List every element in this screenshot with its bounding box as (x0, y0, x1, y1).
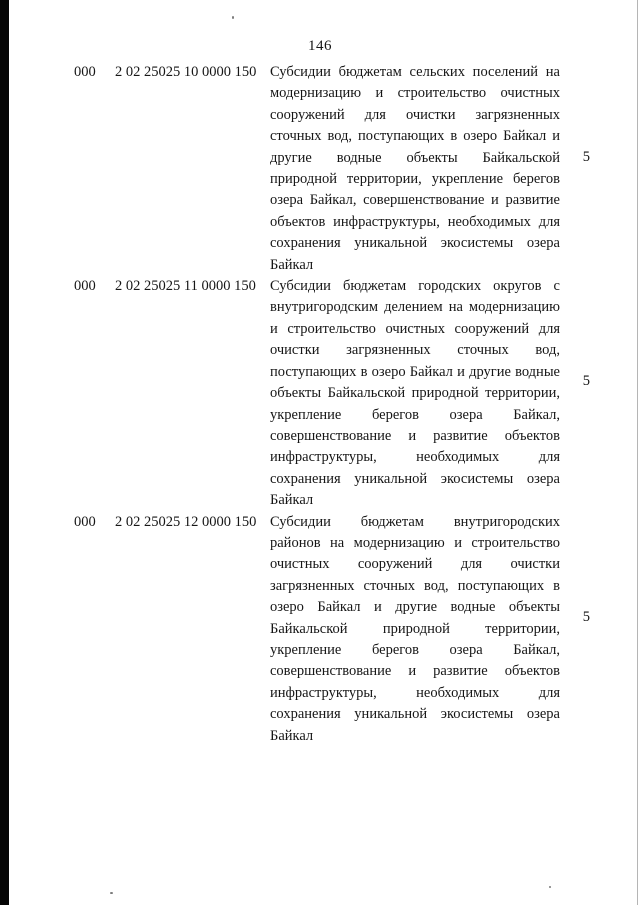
scan-artifact (232, 16, 234, 19)
budget-classification-table (74, 62, 590, 747)
admin-code: 000 (74, 64, 96, 80)
table-row (74, 276, 590, 511)
margin-note: 5 (582, 148, 590, 165)
scan-artifact (110, 892, 113, 894)
margin-note: 5 (582, 373, 590, 390)
budget-code: 2 02 25025 10 0000 150 (115, 64, 257, 80)
admin-code: 000 (74, 278, 96, 295)
scan-artifact (549, 886, 551, 888)
margin-note-cell (560, 276, 590, 511)
admin-code: 000 (74, 513, 96, 530)
scan-edge-left (0, 0, 9, 905)
scan-edge-right (637, 0, 638, 905)
table-row (74, 62, 590, 276)
entry-description: Субсидии бюджетам внутригородских районов на модернизацию и строительство очистных сооружений для очистки загрязненных сточных вод, поступающих в озеро Байкал и другие водные объекты Байкальской природной территории, укрепление берегов озера Байкал, совершенствование и развитие объектов инфраструктуры, необходимых для сохранения уникальной экосистемы озера Байкал (270, 513, 560, 744)
margin-note-cell (560, 512, 590, 747)
budget-code: 2 02 25025 12 0000 150 (115, 513, 257, 530)
margin-note: 5 (582, 608, 590, 625)
table-row (74, 512, 590, 747)
entry-description: Субсидии бюджетам городских округов с внутригородским делением на модернизацию и строительство очистных сооружений для очистки загрязненных сточных вод, поступающих в озеро Байкал и другие водные объекты Байкальской природной территории, укрепление берегов озера Байкал, совершенствование и развитие объектов инфраструктуры, необходимых для сохранения уникальной экосистемы озера Байкал (270, 278, 560, 509)
entry-description: Субсидии бюджетам сельских поселений на модернизацию и строительство очистных сооружений для очистки загрязненных сточных вод, поступающих в озеро Байкал и другие водные объекты Байкальской природной территории, укрепление берегов озера Байкал, совершенствование и развитие объектов инфраструктуры, необходимых для сохранения уникальной экосистемы озера Байкал (270, 64, 560, 273)
page-number: 146 (308, 38, 332, 54)
budget-code: 2 02 25025 11 0000 150 (115, 278, 256, 295)
margin-note-cell (560, 62, 590, 276)
